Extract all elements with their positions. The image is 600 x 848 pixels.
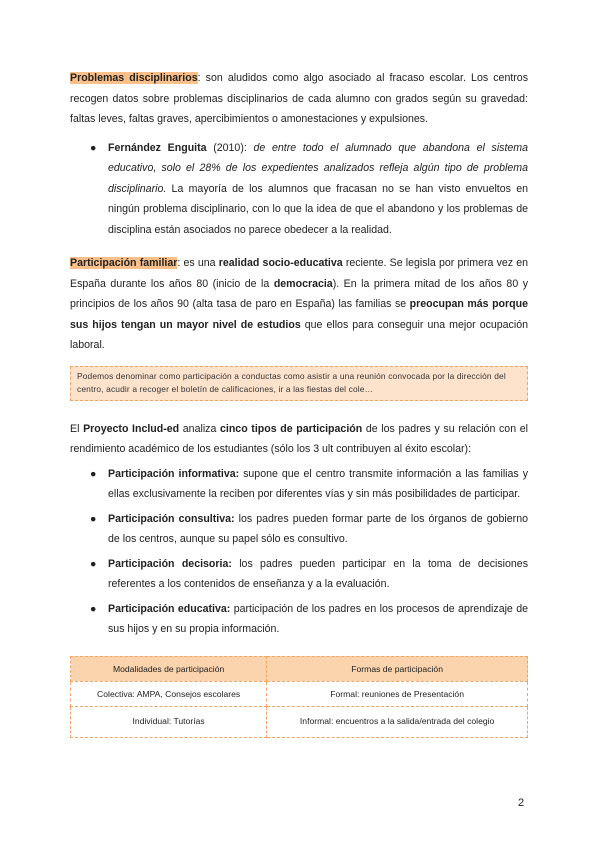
- list-item-label: Participación decisoria:: [108, 557, 232, 570]
- table-cell: Colectiva: AMPA, Consejos escolares: [71, 681, 267, 706]
- bullet-icon: ●: [90, 141, 97, 154]
- quote-text: de entre todo el alumnado que abandona el sistema educativo, solo el 28% de los expedientes analizados refleja algún tipo de problema disciplinario.: [108, 141, 529, 195]
- table-row: [71, 706, 528, 737]
- page-number: 2: [518, 797, 525, 809]
- table-header-row: [71, 656, 528, 681]
- text-run: ). En la primera mitad de los años 80 y principios de los años 90 (alta tasa de paro en España) las familias se: [70, 277, 529, 310]
- list-item: [70, 554, 528, 595]
- text-run: de los padres y su relación con el rendimiento académico de los estudiantes (sólo los 3 ult contribuyen al éxito escolar):: [70, 422, 528, 455]
- bold-run: preocupan más porque sus hijos tengan un mayor nivel de estudios: [70, 298, 528, 331]
- term-participacion-familiar: Participación familiar: [70, 257, 178, 269]
- callout-box: Podemos denominar como participación a conductas como asistir a una reunión convocada por la dirección del centro, acudir a recoger el boletín de calificaciones, ir a las fiestas del cole…: [70, 366, 528, 401]
- list-item: [70, 138, 528, 241]
- text-run: : es una: [177, 257, 219, 269]
- author-name: Fernández Enguita: [108, 141, 207, 154]
- bold-run: cinco tipos de participación: [220, 422, 363, 435]
- text-run: reciente. Se legisla por primera vez en España durante los años 80 (inicio de la: [70, 257, 529, 290]
- paragraph-participacion-familiar: [70, 253, 528, 356]
- paragraph-problemas-disciplinarios: [70, 68, 528, 130]
- author-year: (2010):: [206, 141, 254, 154]
- text-run: El: [70, 422, 84, 435]
- list-item: [70, 599, 528, 640]
- list-item-label: Participación consultiva:: [108, 512, 235, 525]
- document-page: [70, 68, 528, 738]
- bold-run: Proyecto Includ-ed: [83, 422, 180, 435]
- list-item-text: supone que el centro transmite información a las familias y ellas exclusivamente la reciben por diferentes vías y sin más posibilidades de participar.: [108, 467, 528, 500]
- bullet-list-disciplina: [70, 138, 528, 241]
- table-header-cell: Modalidades de participación: [71, 656, 267, 681]
- participation-table: [70, 656, 528, 738]
- table-row: [71, 681, 528, 706]
- table-cell: Formal: reuniones de Presentación: [267, 681, 528, 706]
- bullet-icon: ●: [90, 602, 97, 615]
- table-header-cell: Formas de participación: [267, 656, 528, 681]
- text-run: analiza: [179, 422, 220, 435]
- bullet-icon: ●: [90, 512, 97, 525]
- list-item-text: participación de los padres en los procesos de aprendizaje de sus hijos y en su propia información.: [108, 602, 528, 635]
- bold-run: democracia: [273, 277, 333, 290]
- bullet-icon: ●: [90, 467, 97, 480]
- table-cell: Individual: Tutorías: [71, 706, 267, 737]
- list-item-text: los padres pueden formar parte de los órganos de gobierno de los centros, aunque su papel sólo es consultivo.: [108, 512, 528, 545]
- paragraph-proyecto-included: [70, 419, 528, 460]
- term-problemas-disciplinarios: Problemas disciplinarios: [70, 72, 198, 84]
- list-item-label: Participación informativa:: [108, 467, 240, 480]
- list-item-text: La mayoría de los alumnos que fracasan no se han visto envueltos en ningún problema disciplinario, con lo que la idea de que el abandono y los problemas de disciplina están asociados no parece obedecer a la realidad.: [108, 182, 528, 236]
- bullet-list-tipos-participacion: [70, 464, 528, 640]
- bold-run: realidad socio-educativa: [218, 257, 343, 269]
- list-item: [70, 509, 528, 550]
- bullet-icon: ●: [90, 557, 97, 570]
- paragraph-text: : son aludidos como algo asociado al fracaso escolar. Los centros recogen datos sobre problemas disciplinarios de cada alumno con grados según su gravedad: faltas leves, faltas graves, apercibimientos o amonestaciones y expulsiones.: [70, 72, 528, 125]
- table-cell: Informal: encuentros a la salida/entrada del colegio: [267, 706, 528, 737]
- list-item-text: los padres pueden participar en la toma de decisiones referentes a los contenidos de enseñanza y a la evaluación.: [108, 557, 528, 590]
- text-run: que ellos para conseguir una mejor ocupación laboral.: [70, 318, 528, 351]
- list-item: [70, 464, 528, 505]
- list-item-label: Participación educativa:: [108, 602, 231, 615]
